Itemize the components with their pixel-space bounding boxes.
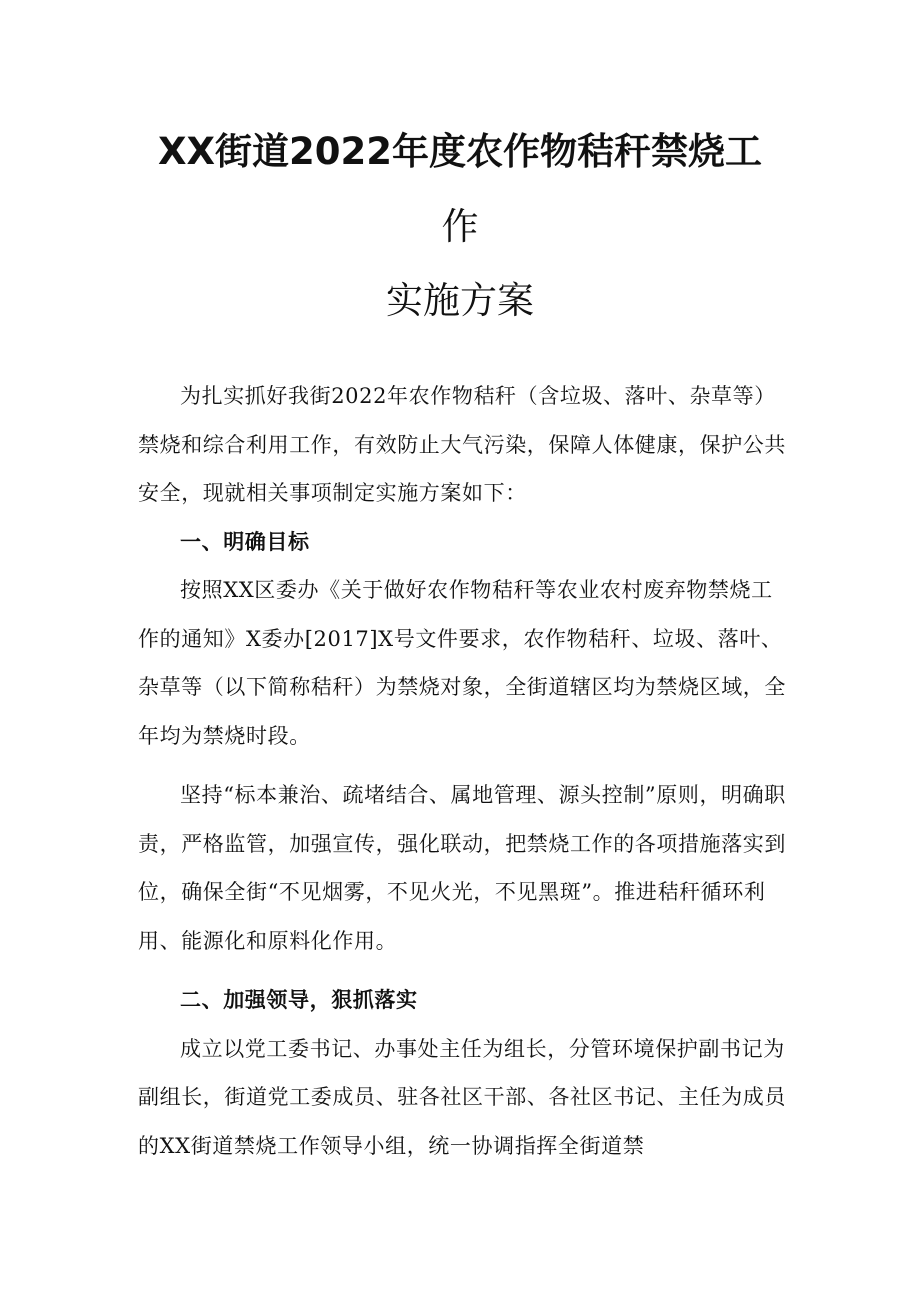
section-2-paragraph-1: 成立以党工委书记、办事处主任为组长，分管环境保护副书记为副组长，街道党工委成员、驻各社区干部、各社区书记、主任为成员的XX街道禁烧工作领导小组，统一协调指挥全街道禁 bbox=[138, 1036, 786, 1158]
document-title-line-1: XX街道2022年度农作物秸秆禁烧工 bbox=[157, 130, 763, 173]
paragraph-gap bbox=[138, 965, 786, 976]
intro-paragraph: 为扎实抓好我街2022年农作物秸秆（含垃圾、落叶、杂草等）禁烧和综合利用工作，有效防止大气污染，保障人体健康，保护公共安全，现就相关事项制定实施方案如下： bbox=[138, 384, 786, 505]
section-1-heading: 一、明确目标 bbox=[180, 529, 310, 554]
document-body bbox=[138, 372, 786, 1170]
section-1-paragraph-1: 按照XX区委办《关于做好农作物秸秆等农业农村废弃物禁烧工作的通知》X委办[2017]X号文件要求，农作物秸秆、垃圾、落叶、杂草等（以下简称秸秆）为禁烧对象，全街道辖区均为禁烧区域，全年均为禁烧时段。 bbox=[138, 578, 786, 748]
paragraph-gap bbox=[138, 760, 786, 771]
section-1-paragraph-2: 坚持“标本兼治、疏堵结合、属地管理、源头控制”原则，明确职责，严格监管，加强宣传，强化联动，把禁烧工作的各项措施落实到位，确保全街“不见烟雾，不见火光，不见黑斑”。推进秸秆循环利用、能源化和原料化作用。 bbox=[138, 783, 786, 953]
document-subtitle: 实施方案 bbox=[386, 279, 534, 322]
section-2-heading: 二、加强领导，狠抓落实 bbox=[180, 988, 418, 1012]
document-title-line-2: 作 bbox=[441, 205, 479, 248]
